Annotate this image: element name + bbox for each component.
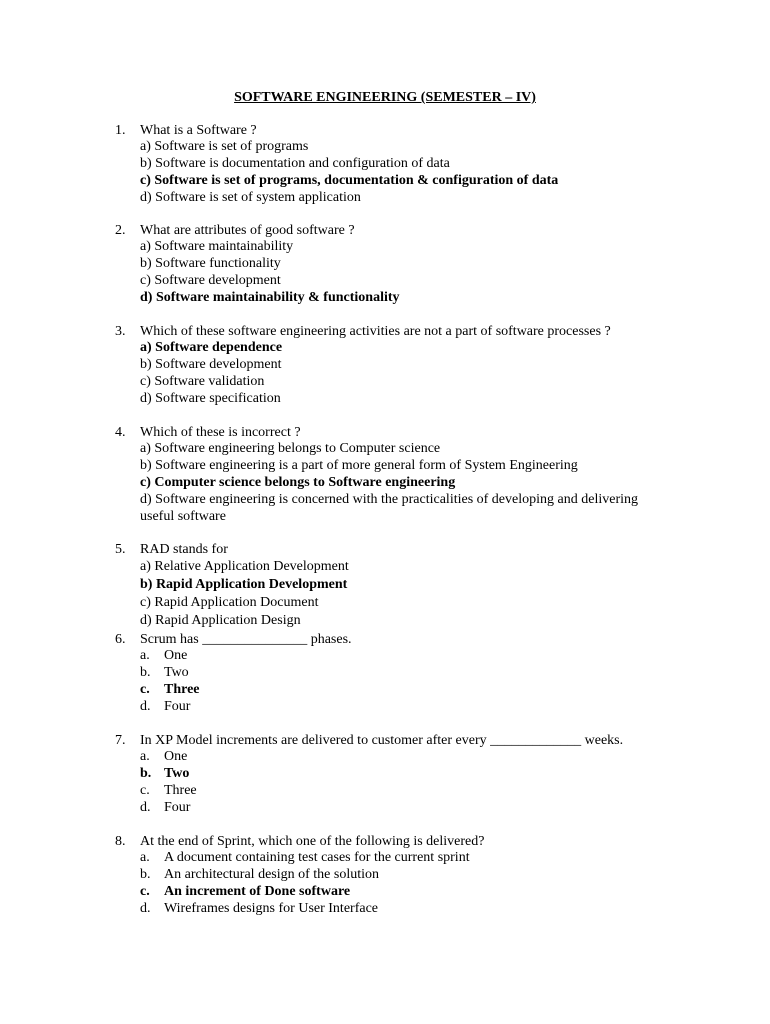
answer-option xyxy=(115,749,715,766)
answer-option xyxy=(115,239,715,256)
question-text: Which of these is incorrect ? xyxy=(140,425,301,440)
answer-option-correct xyxy=(115,682,715,699)
question-text: What are attributes of good software ? xyxy=(140,223,355,238)
page-title: SOFTWARE ENGINEERING (SEMESTER – IV) xyxy=(234,90,536,105)
question-number: 3. xyxy=(115,324,126,339)
answer-option xyxy=(115,441,715,458)
option-letter: a. xyxy=(140,850,150,865)
answer-option xyxy=(115,800,715,817)
question-3 xyxy=(115,323,715,408)
option-text: A document containing test cases for the current sprint xyxy=(164,850,470,865)
option-text: a) Relative Application Development xyxy=(140,559,349,574)
answer-option xyxy=(115,139,715,156)
option-text: Two xyxy=(164,664,189,680)
option-text: One xyxy=(164,749,188,764)
question-text: Scrum has _______________ phases. xyxy=(140,632,352,647)
answer-option-correct xyxy=(115,475,715,492)
answer-option xyxy=(115,648,715,665)
question-7 xyxy=(115,732,715,817)
answer-option xyxy=(115,458,715,475)
question-number: 7. xyxy=(115,733,126,748)
option-letter: c. xyxy=(140,883,150,899)
option-letter: b. xyxy=(140,866,151,882)
question-6 xyxy=(115,631,715,716)
question-stem xyxy=(115,122,715,139)
option-text: Three xyxy=(164,681,200,697)
answer-option xyxy=(115,374,715,391)
answer-option xyxy=(115,901,715,918)
answer-option-correct xyxy=(115,340,715,357)
question-text: In XP Model increments are delivered to customer after every _____________ weeks. xyxy=(140,733,624,748)
option-text: An increment of Done software xyxy=(164,883,351,899)
option-letter: c. xyxy=(140,782,150,798)
question-number: 5. xyxy=(115,542,126,557)
question-stem xyxy=(115,323,715,340)
question-number: 1. xyxy=(115,123,126,138)
option-text: d) Software engineering is concerned with the practicalities of developing and delivering useful software xyxy=(140,491,638,524)
option-letter: d. xyxy=(140,799,151,815)
option-letter: d. xyxy=(140,698,151,714)
question-number: 2. xyxy=(115,223,126,238)
question-8 xyxy=(115,833,715,918)
answer-option-correct xyxy=(115,290,715,307)
answer-option xyxy=(115,273,715,290)
question-stem xyxy=(115,833,715,850)
question-text: Which of these software engineering activities are not a part of software processes ? xyxy=(140,324,611,339)
answer-option xyxy=(115,492,660,526)
option-text: a) Software engineering belongs to Computer science xyxy=(140,441,441,456)
answer-option xyxy=(115,558,715,576)
answer-option xyxy=(115,594,715,612)
option-text: Two xyxy=(164,765,190,781)
question-1 xyxy=(115,122,715,207)
question-number: 8. xyxy=(115,834,126,849)
option-text: b) Software functionality xyxy=(140,255,281,271)
option-text: Wireframes designs for User Interface xyxy=(164,900,378,916)
question-stem xyxy=(115,424,715,441)
question-stem xyxy=(115,541,715,558)
answer-option xyxy=(115,357,715,374)
answer-option xyxy=(115,867,715,884)
option-letter: d. xyxy=(140,900,151,916)
question-number: 4. xyxy=(115,425,126,440)
option-text: b) Software development xyxy=(140,356,282,372)
option-text: d) Software is set of system application xyxy=(140,189,361,205)
answer-option xyxy=(115,699,715,716)
question-stem xyxy=(115,222,715,239)
option-text: c) Software validation xyxy=(140,373,265,389)
question-number: 6. xyxy=(115,632,126,647)
answer-option xyxy=(115,256,715,273)
question-text: RAD stands for xyxy=(140,542,228,557)
answer-option xyxy=(115,156,715,173)
answer-option xyxy=(115,391,715,408)
option-text: a) Software maintainability xyxy=(140,239,294,254)
option-letter: b. xyxy=(140,765,152,781)
answer-option-correct xyxy=(115,576,715,594)
answer-option-correct xyxy=(115,766,715,783)
answer-option xyxy=(115,850,715,867)
question-stem xyxy=(115,631,715,648)
option-text: Four xyxy=(164,698,191,714)
option-text: Three xyxy=(164,782,197,798)
option-text: a) Software dependence xyxy=(140,340,283,355)
option-letter: b. xyxy=(140,664,151,680)
answer-option-correct xyxy=(115,173,715,190)
option-text: c) Software development xyxy=(140,272,281,288)
question-stem xyxy=(115,732,715,749)
answer-option-correct xyxy=(115,884,715,901)
answer-option xyxy=(115,665,715,682)
option-text: b) Rapid Application Development xyxy=(140,577,348,592)
question-2 xyxy=(115,222,715,307)
question-text: What is a Software ? xyxy=(140,123,257,138)
option-text: d) Rapid Application Design xyxy=(140,613,301,628)
option-text: Four xyxy=(164,799,191,815)
answer-option xyxy=(115,612,715,630)
question-text: At the end of Sprint, which one of the following is delivered? xyxy=(140,834,485,849)
option-letter: c. xyxy=(140,681,150,697)
option-text: An architectural design of the solution xyxy=(164,866,379,882)
option-text: c) Rapid Application Document xyxy=(140,595,319,610)
option-letter: a. xyxy=(140,749,150,764)
option-text: b) Software engineering is a part of more general form of System Engineering xyxy=(140,457,578,473)
option-text: c) Software is set of programs, documentation & configuration of data xyxy=(140,172,559,188)
question-5 xyxy=(115,541,715,630)
option-letter: a. xyxy=(140,648,150,663)
option-text: One xyxy=(164,648,188,663)
option-text: d) Software specification xyxy=(140,390,281,406)
option-text: a) Software is set of programs xyxy=(140,139,309,154)
option-text: b) Software is documentation and configuration of data xyxy=(140,155,450,171)
option-text: d) Software maintainability & functionality xyxy=(140,289,400,305)
question-4 xyxy=(115,424,715,526)
answer-option xyxy=(115,190,715,207)
option-text: c) Computer science belongs to Software engineering xyxy=(140,474,456,490)
answer-option xyxy=(115,783,715,800)
